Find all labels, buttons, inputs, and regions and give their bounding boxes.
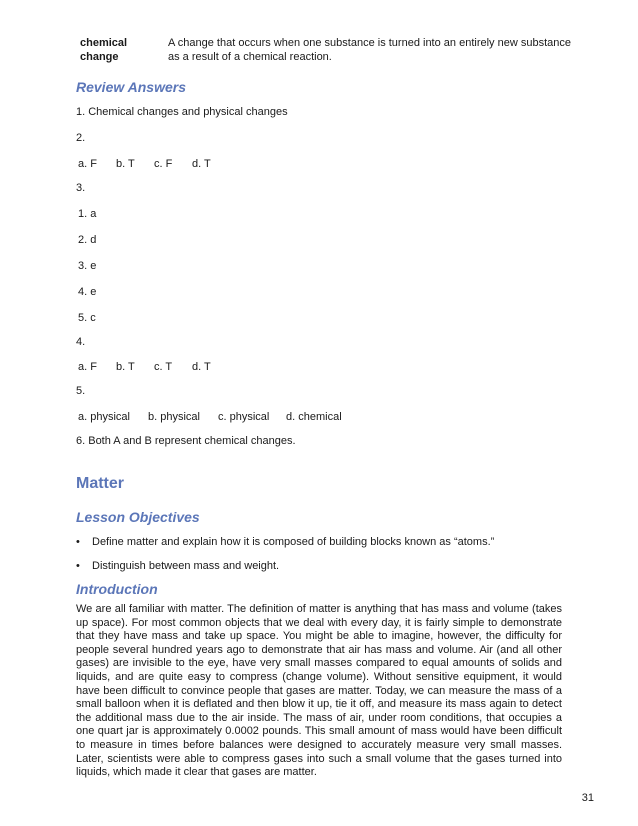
answer-4b: b. T: [116, 361, 135, 373]
answer-5c: c. physical: [218, 411, 270, 423]
introduction-heading: Introduction: [76, 581, 158, 597]
answer-5d: d. chemical: [286, 411, 342, 423]
review-answer-3-label: 3.: [76, 182, 86, 194]
introduction-paragraph: We are all familiar with matter. The definition of matter is anything that has mass and volume (takes up space). For most common objects that we deal with every day, it is fairly simple to demonstrate that they have mass and take up space. You might be able to imagine, however, the difficulty for people several hundred years ago to demonstrate that air has mass and volume. Air (and all other gases) are invisible to the eye, have very small masses compared to equal amounts of solids and liquids, and are quite easy to compress (change volume). Without sensitive equipment, it would have been difficult to convince people that gases are matter. Today, we can measure the mass of a small balloon when it is deflated and then blow it up, tie it off, and measure its mass again to detect the additional mass due to the air inside. The mass of air, under room conditions, that occupies a one quart jar is approximately 0.0002 pounds. This small amount of mass would have been difficult to measure in times before balances were designed to accurately measure very small masses. Later, scientists were able to compress gases into such a small volume that the gases turned into liquids, which made it clear that gases are matter.: [76, 603, 562, 779]
bullet-2-icon: •: [76, 560, 80, 572]
review-answer-5-label: 5.: [76, 385, 86, 397]
bullet-1-icon: •: [76, 536, 80, 548]
answer-3-3: 3. e: [78, 260, 97, 272]
objective-2: Distinguish between mass and weight.: [92, 560, 280, 572]
page-number: 31: [581, 792, 594, 804]
answer-3-2: 2. d: [78, 234, 97, 246]
review-answer-6: 6. Both A and B represent chemical changes.: [76, 435, 296, 447]
review-answer-4-row: [78, 360, 230, 374]
review-answers-heading: Review Answers: [76, 79, 186, 95]
answer-4a: a. F: [78, 361, 97, 373]
section-title-matter: Matter: [76, 475, 125, 492]
review-answer-5-row: [78, 410, 366, 424]
review-answer-2-row: [78, 157, 230, 171]
answer-3-1: 1. a: [78, 208, 97, 220]
glossary-term: chemical change: [80, 37, 128, 63]
answer-3-4: 4. e: [78, 286, 97, 298]
answer-4d: d. T: [192, 361, 211, 373]
answer-2a: a. F: [78, 158, 97, 170]
lesson-objectives-heading: Lesson Objectives: [76, 509, 200, 525]
objective-1: Define matter and explain how it is composed of building blocks known as “atoms.”: [92, 536, 495, 548]
glossary-definition: A change that occurs when one substance is turned into an entirely new substance as a result of a chemical reaction.: [168, 37, 571, 63]
answer-2d: d. T: [192, 158, 211, 170]
answer-3-5: 5. c: [78, 312, 96, 324]
answer-2c: c. F: [154, 158, 173, 170]
review-answer-1: 1. Chemical changes and physical changes: [76, 106, 288, 118]
answer-5a: a. physical: [78, 411, 130, 423]
answer-4c: c. T: [154, 361, 173, 373]
answer-5b: b. physical: [148, 411, 200, 423]
answer-2b: b. T: [116, 158, 135, 170]
review-answer-2-label: 2.: [76, 132, 86, 144]
review-answer-4-label: 4.: [76, 336, 86, 348]
